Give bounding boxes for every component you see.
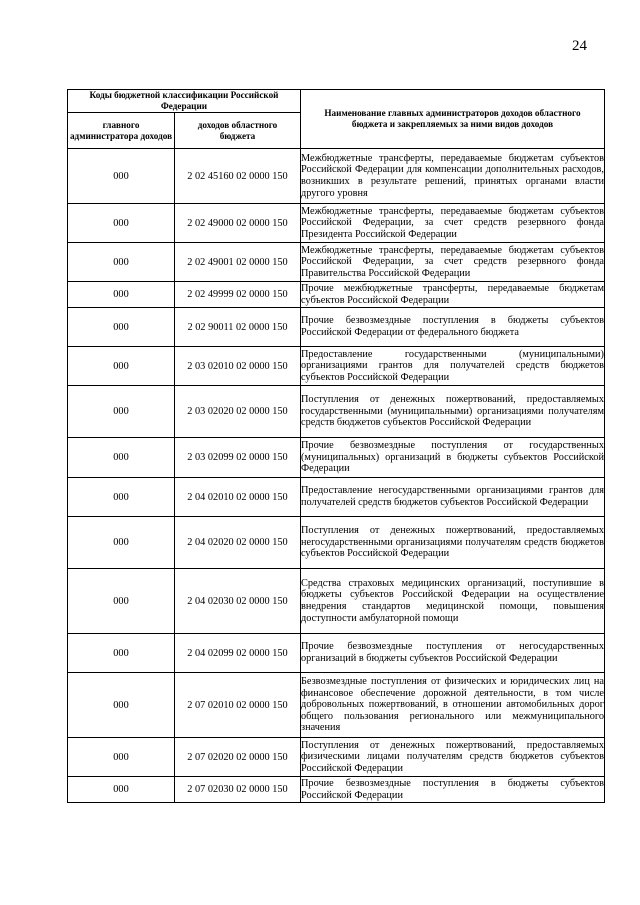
name-header: Наименование главных администраторов доходов областного бюджета и закрепляемых за ними видов доходов <box>301 90 605 149</box>
income-code-cell: 2 07 02010 02 0000 150 <box>175 673 301 738</box>
income-name-cell: Прочие безвозмездные поступления в бюджеты субъектов Российской Федерации <box>301 777 604 801</box>
table-row <box>68 777 605 803</box>
income-code-cell: 2 03 02010 02 0000 150 <box>175 347 301 386</box>
income-code-cell: 2 02 49000 02 0000 150 <box>175 204 301 243</box>
table-row <box>68 149 605 204</box>
income-name-cell: Межбюджетные трансферты, передаваемые бюджетам субъектов Российской Федерации для компенсации дополнительных расходов, возникших в результате решений, принятых органами власти другого уровня <box>301 149 605 204</box>
income-name-cell: Поступления от денежных пожертвований, предоставляемых физическими лицами получателям средств бюджетов субъектов Российской Федерации <box>301 738 605 777</box>
table-row <box>68 282 605 308</box>
income-code-cell: 2 03 02020 02 0000 150 <box>175 386 301 438</box>
admin-code-cell: 000 <box>68 478 175 517</box>
page-number: 24 <box>572 38 587 54</box>
income-code-cell: 2 02 90011 02 0000 150 <box>175 308 301 347</box>
codes-group-header: Коды бюджетной классификации Российской Федерации <box>68 90 301 113</box>
income-name-cell: Межбюджетные трансферты, передаваемые бюджетам субъектов Российской Федерации, за счет средств резервного фонда Правительства Российской Федерации <box>301 243 605 282</box>
income-name-cell: Предоставление негосударственными организациями грантов для получателей средств бюджетов субъектов Российской Федерации <box>301 478 605 517</box>
table-row <box>68 308 605 347</box>
income-code-cell: 2 04 02099 02 0000 150 <box>175 634 301 673</box>
table-row <box>68 634 605 673</box>
income-code-cell: 2 04 02020 02 0000 150 <box>175 517 301 569</box>
admin-code-cell: 000 <box>68 243 175 282</box>
income-code-cell: 2 04 02030 02 0000 150 <box>175 569 301 634</box>
table-row <box>68 738 605 777</box>
admin-code-cell: 000 <box>68 282 175 308</box>
admin-code-cell: 000 <box>68 738 175 777</box>
budget-codes-table <box>67 89 605 803</box>
admin-code-cell: 000 <box>68 149 175 204</box>
admin-code-cell: 000 <box>68 569 175 634</box>
admin-code-cell: 000 <box>68 517 175 569</box>
admin-code-cell: 000 <box>68 634 175 673</box>
table-row <box>68 569 605 634</box>
income-code-cell: 2 02 49999 02 0000 150 <box>175 282 301 308</box>
admin-code-cell: 000 <box>68 386 175 438</box>
table-row <box>68 204 605 243</box>
income-code-header: доходов областного бюджета <box>175 113 301 149</box>
table-row <box>68 243 605 282</box>
income-name-cell: Межбюджетные трансферты, передаваемые бюджетам субъектов Российской Федерации, за счет средств резервного фонда Президента Российской Федерации <box>301 204 605 243</box>
income-name-cell: Предоставление государственными (муниципальными) организациями грантов для получателей средств бюджетов субъектов Российской Федерации <box>301 347 605 386</box>
income-name-cell: Прочие безвозмездные поступления от негосударственных организаций в бюджеты субъектов Российской Федерации <box>301 634 605 673</box>
income-name-cell: Прочие безвозмездные поступления в бюджеты субъектов Российской Федерации от федерального бюджета <box>301 308 605 347</box>
admin-code-cell: 000 <box>68 347 175 386</box>
income-code-cell: 2 02 45160 02 0000 150 <box>175 149 301 204</box>
income-code-cell: 2 02 49001 02 0000 150 <box>175 243 301 282</box>
admin-code-cell: 000 <box>68 204 175 243</box>
income-name-cell: Поступления от денежных пожертвований, предоставляемых негосударственными организациями получателям средств бюджетов субъектов Российской Федерации <box>301 517 605 569</box>
table-row <box>68 517 605 569</box>
table-row <box>68 478 605 517</box>
income-code-cell: 2 04 02010 02 0000 150 <box>175 478 301 517</box>
admin-code-cell: 000 <box>68 777 175 803</box>
admin-code-header: главного администратора доходов <box>68 113 175 149</box>
income-code-cell: 2 03 02099 02 0000 150 <box>175 438 301 478</box>
table-row <box>68 438 605 478</box>
income-name-cell: Средства страховых медицинских организаций, поступившие в бюджеты субъектов Российской Федерации на осуществление внедрения стандартов медицинской помощи, повышения доступности амбулаторной помощи <box>301 569 605 634</box>
income-name-cell: Прочие межбюджетные трансферты, передаваемые бюджетам субъектов Российской Федерации <box>301 282 604 306</box>
table-row <box>68 386 605 438</box>
table-row <box>68 347 605 386</box>
income-name-cell: Прочие безвозмездные поступления от государственных (муниципальных) организаций в бюджеты субъектов Российской Федерации <box>301 438 605 478</box>
admin-code-cell: 000 <box>68 308 175 347</box>
admin-code-cell: 000 <box>68 438 175 478</box>
income-name-cell: Безвозмездные поступления от физических и юридических лиц на финансовое обеспечение дорожной деятельности, в том числе добровольных пожертвований, в отношении автомобильных дорог общего пользования регионального или межмуниципального значения <box>301 673 605 738</box>
income-code-cell: 2 07 02030 02 0000 150 <box>175 777 301 803</box>
table-row <box>68 673 605 738</box>
income-name-cell: Поступления от денежных пожертвований, предоставляемых государственными (муниципальными) организациями получателям средств бюджетов субъектов Российской Федерации <box>301 386 605 438</box>
income-code-cell: 2 07 02020 02 0000 150 <box>175 738 301 777</box>
admin-code-cell: 000 <box>68 673 175 738</box>
